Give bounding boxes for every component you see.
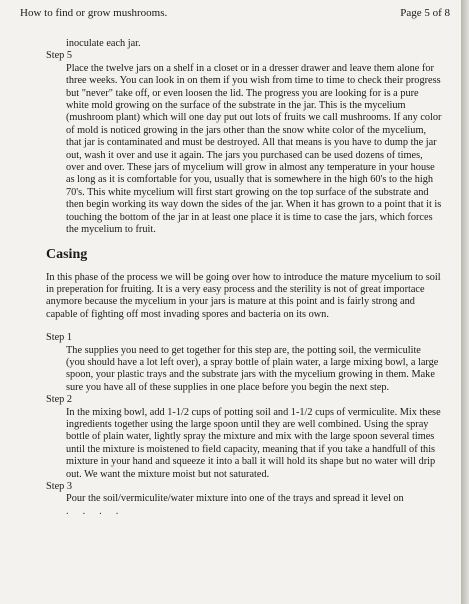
page-edge	[461, 0, 469, 604]
casing-intro: In this phase of the process we will be going over how to introduce the mature mycelium to soil in preperation for fruiting. It is a very easy process and the sterility is not of great importace anymore because the mycelium in your jars is mature at this point and is fairly strong and capable of fighting off most invading spores and bacteria on its own.	[46, 271, 441, 320]
casing-step2-label: Step 2	[46, 394, 73, 406]
casing-step3-label: Step 3	[46, 481, 73, 492]
step5-text: Place the twelve jars on a shelf in a closet or in a dresser drawer and leave them alone for three weeks. You can look in on them if you wish from time to time to check their progress but "never" take off, or even loosen the lid. The progress you are looking for is a pure white mold growing on the surface of the substrate in the jar. This is the mycelium (mushroom plant) which will one day put out lots of fruits we call mushrooms. If any color of mold is noticed growing in the jars other than the snow white color of the mycelium, that jar is contaminated and must be destroyed. All that means is you have to dump the jar out, wash it over and use it again. The jars you purchased can be used dozens of times, over and over. These jars of mycelium will grow in almost any temperature in your house as long as it is comfortable for you, usually that is somewhere in the high 60's to the high 70's. This white mycelium will first start growing on the top surface of the substrate and then begin working its way down the sides of the jar. When it has grown to a point that it is touching the bottom of the jar in at least one place it is time to case the jars, which forces the mycelium to fruit.	[66, 62, 442, 236]
step5-label: Step 5	[46, 50, 73, 62]
casing-heading: Casing	[46, 246, 88, 262]
casing-step2-text: In the mixing bowl, add 1-1/2 cups of potting soil and 1-1/2 cups of vermiculite. Mix these ingredients together using the large spoon until they are well combined. Using the spray bottle of plain water, lightly spray the mixture and mix with the large spoon several times until the mixture is moistened to field capacity, meaning that if you take a handfull of this mixture in your hand and squeeze it into a ball it will hold its shape but no water will drip out. We want the mixture moist but not saturated.	[66, 406, 441, 480]
document-title: How to find or grow mushrooms.	[20, 7, 168, 19]
step4-tail-text: inoculate each jar.	[66, 38, 141, 49]
casing-step3-text: Pour the soil/vermiculite/water mixture into one of the trays and spread it level on	[66, 493, 404, 505]
cut-off-line: ....	[66, 505, 133, 517]
casing-step1-label: Step 1	[46, 332, 73, 344]
page-header	[20, 6, 450, 20]
page-number: Page 5 of 8	[400, 7, 450, 19]
casing-step1-text: The supplies you need to get together for this step are, the potting soil, the vermiculite (you should have a lot left over), a spray bottle of plain water, a large mixing bowl, a large spoon, your plastic trays and the substrate jars with the mycelium growing in them. Make sure you have all of these supplies in one place before you begin the next step.	[66, 344, 439, 393]
page-content	[46, 38, 442, 520]
